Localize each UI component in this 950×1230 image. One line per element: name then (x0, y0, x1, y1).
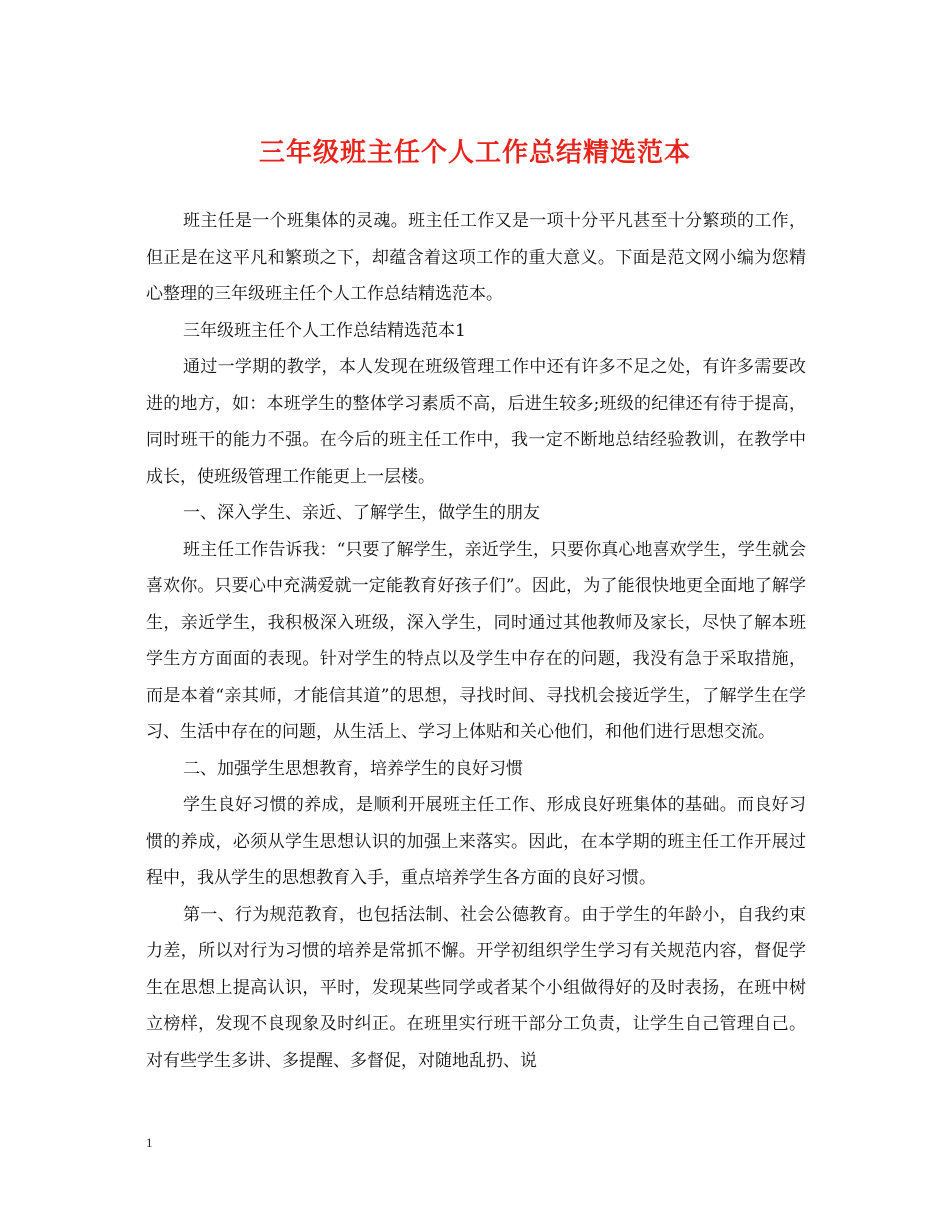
body-paragraph: 班主任工作告诉我：“只要了解学生，亲近学生，只要你真心地喜欢学生，学生就会喜欢你。只要心中充满爱就一定能教育好孩子们”。因此，为了能很快地更全面地了解学生，亲近学生，我积极深入班级，深入学生，同时通过其他教师及家长，尽快了解本班学生方方面面的表现。针对学生的特点以及学生中存在的问题，我没有急于采取措施，而是本着“亲其师，才能信其道”的思想，寻找时间、寻找机会接近学生，了解学生在学习、生活中存在的问题，从生活上、学习上体贴和关心他们，和他们进行思想交流。 (146, 539, 806, 742)
section-heading-2: 二、加强学生思想教育，培养学生的良好习惯 (183, 758, 523, 779)
intro-paragraph: 班主任是一个班集体的灵魂。班主任工作又是一项十分平凡甚至十分繁琐的工作，但正是在这平凡和繁琐之下，却蕴含着这项工作的重大意义。下面是范文网小编为您精心整理的三年级班主任个人工作总结精选范本。 (146, 211, 806, 304)
section-heading-1: 一、深入学生、亲近、了解学生，做学生的朋友 (183, 503, 540, 523)
body-paragraph: 学生良好习惯的养成，是顺利开展班主任工作、形成良好班集体的基础。而良好习惯的养成，必须从学生思想认识的加强上来落实。因此，在本学期的班主任工作开展过程中，我从学生的思想教育入手，重点培养学生各方面的良好习惯。 (146, 795, 806, 888)
body-paragraph: 通过一学期的教学，本人发现在班级管理工作中还有许多不足之处，有许多需要改进的地方，如：本班学生的整体学习素质不高，后进生较多;班级的纪律还有待于提高，同时班干的能力不强。在今后的班主任工作中，我一定不断地总结经验教训，在教学中成长，使班级管理工作能更上一层楼。 (146, 357, 806, 487)
document-title: 三年级班主任个人工作总结精选范本 (258, 138, 691, 168)
section-heading-sample-1: 三年级班主任个人工作总结精选范本1 (183, 320, 466, 341)
document-body (146, 203, 806, 1079)
body-paragraph: 第一、行为规范教育，也包括法制、社会公德教育。由于学生的年龄小，自我约束力差，所以对行为习惯的培养是常抓不懈。开学初组织学生学习有关规范内容，督促学生在思想上提高认识，平时，发现某些同学或者某个小组做得好的及时表扬，在班中树立榜样，发现不良现象及时纠正。在班里实行班干部分工负责，让学生自己管理自己。对有些学生多讲、多提醒、多督促，对随地乱扔、说 (146, 904, 806, 1071)
page-number: 1 (146, 1135, 153, 1150)
